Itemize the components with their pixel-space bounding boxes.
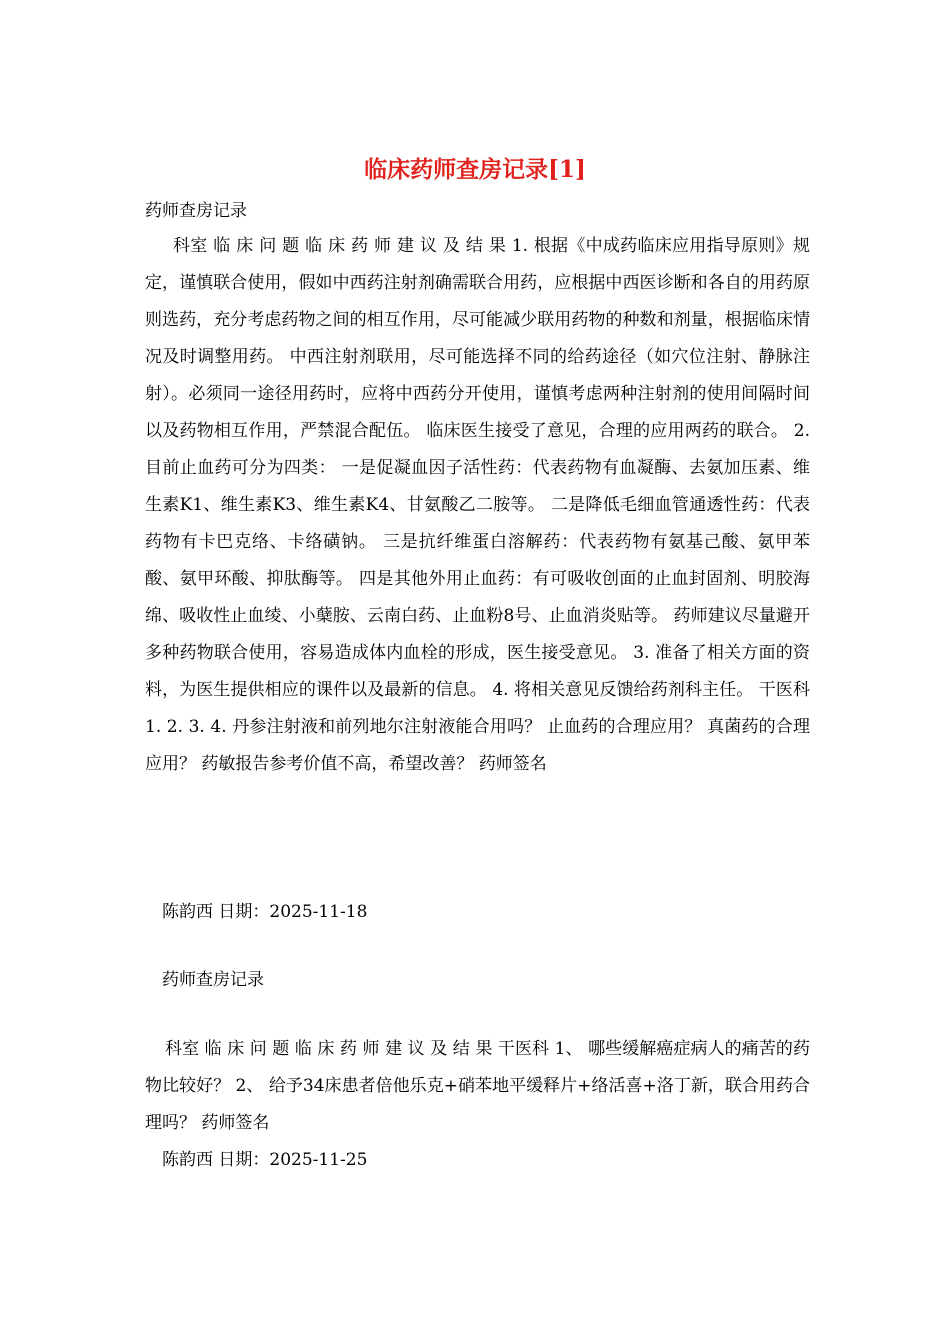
document-subtitle: 药师查房记录 bbox=[145, 201, 247, 221]
record-2-body: 科室 临 床 问 题 临 床 药 师 建 议 及 结 果 干医科 1、 哪些缓解癌症病人的痛苦的药物比较好？ 2、 给予34床患者倍他乐克+硝苯地平缓释片+络活喜+洛丁新，联合用药合理吗？ 药师签名 bbox=[145, 1039, 810, 1133]
record-1-body: 科室 临 床 问 题 临 床 药 师 建 议 及 结 果 1. 根据《中成药临床应用指导原则》规定，谨慎联合使用，假如中西药注射剂确需联合用药，应根据中西医诊断和各自的用药原则选药，充分考虑药物之间的相互作用，尽可能减少联用药物的种数和剂量，根据临床情况及时调整用药。 中西注射剂联用，尽可能选择不同的给药途径（如穴位注射、静脉注射）。必须同一途径用药时，应将中西药分开使用，谨慎考虑两种注射剂的使用间隔时间以及药物相互作用，严禁混合配伍。 临床医生接受了意见，合理的应用两药的联合。 2. 目前止血药可分为四类： 一是促凝血因子活性药：代表药物有血凝酶、去氨加压素、维生素K1、维生素K3、维生素K4、甘氨酸乙二胺等。 二是降低毛细血管通透性药：代表药物有卡巴克络、卡络磺钠。 三是抗纤维蛋白溶解药：代表药物有氨基己酸、氨甲苯酸、氨甲环酸、抑肽酶等。 四是其他外用止血药：有可吸收创面的止血封固剂、明胶海绵、吸收性止血绫、小蘖胺、云南白药、止血粉8号、止血消炎贴等。 药师建议尽量避开多种药物联合使用，容易造成体内血栓的形成，医生接受意见。 3. 准备了相关方面的资料，为医生提供相应的课件以及最新的信息。 4. 将相关意见反馈给药剂科主任。 干医科 1. 2. 3. 4. 丹参注射液和前列地尔注射液能合用吗？ 止血药的合理应用？ 真菌药的合理应用？ 药敏报告参考价值不高，希望改善？ 药师签名 bbox=[145, 236, 810, 774]
record-1-signature: 陈韵西 日期：2025-11-18 bbox=[162, 902, 368, 922]
record-2-signature: 陈韵西 日期：2025-11-25 bbox=[162, 1150, 368, 1170]
record-2-title: 药师查房记录 bbox=[162, 970, 264, 990]
document-title: 临床药师查房记录[1] bbox=[364, 156, 586, 183]
